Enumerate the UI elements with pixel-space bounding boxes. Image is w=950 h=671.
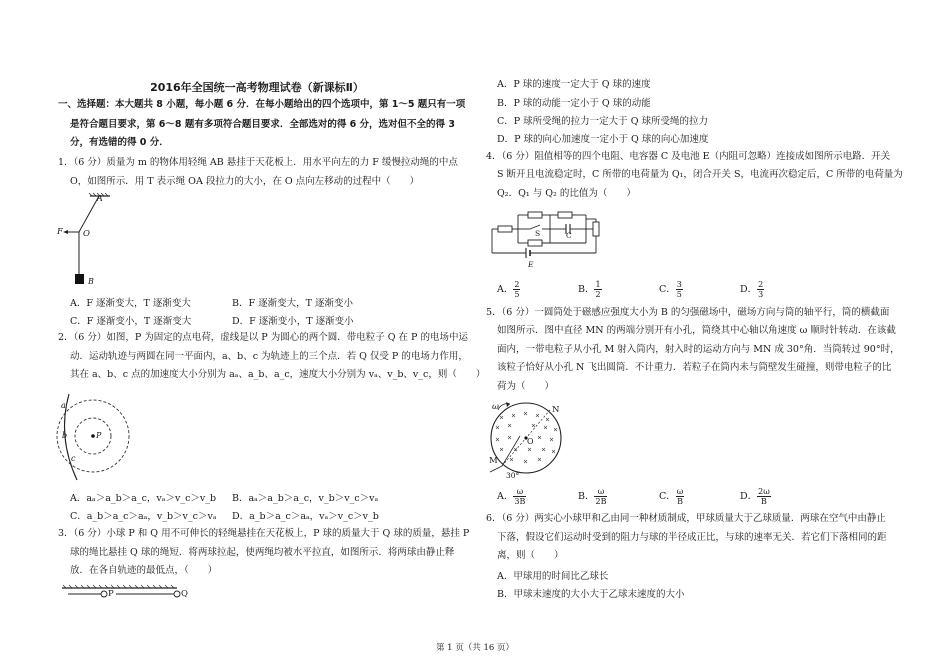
q4-option-b-numerator: 1 (595, 280, 601, 289)
q6-option-a: A．甲球用的时间比乙球长 (497, 571, 609, 582)
q4-line1: 4．（6 分）阻值相等的四个电阻、电容器 C 及电池 E（内阻可忽略）连接成如图所示电路．开关 (486, 151, 891, 162)
q4-option-b-denominator: 2 (595, 290, 601, 299)
q5-option-b (578, 487, 607, 506)
q5-option-c (659, 487, 684, 506)
q4-option-d (740, 280, 764, 299)
q5-option-a-denominator: 3B (514, 497, 526, 506)
q5-option-a-numerator: ω (513, 487, 526, 497)
q3-option-b: B．P 球的动能一定小于 Q 球的动能 (497, 98, 651, 109)
q1-figure (55, 190, 115, 290)
q5-option-a (497, 487, 526, 506)
section-heading-line1: 一、选择题：本大题共 8 小题，每小题 6 分．在每小题给出的四个选项中，第 1～5 题只有一项 (58, 99, 466, 110)
q4-line2: S 断开且电流稳定时，C 所带的电荷量为 Q₁，闭合开关 S，电流再次稳定后，C 所带的电荷量为 (497, 169, 903, 180)
q1-option-a: A．F 逐渐变大，T 逐渐变大 (70, 298, 191, 309)
q4-line3: Q₂．Q₁ 与 Q₂ 的比值为（ ） (497, 188, 636, 199)
q5-option-d (740, 487, 771, 506)
q4-option-a-denominator: 5 (514, 290, 520, 299)
q1-label-B: B (88, 277, 94, 286)
q5-option-d-label: D． (740, 491, 758, 502)
q5-option-b-label: B． (578, 491, 595, 502)
q3-line2: 球的绳比悬挂 Q 球的绳短．将两球拉起，使两绳均被水平拉直，如图所示．将两球由静止释 (70, 547, 455, 558)
q1-line2: O，如图所示．用 T 表示绳 OA 段拉力的大小，在 O 点向左移动的过程中（ ） (70, 176, 420, 187)
q5-option-b-numerator: ω (594, 487, 607, 497)
q4-option-c (659, 280, 683, 299)
q1-option-d: D．F 逐渐变小，T 逐渐变小 (232, 316, 354, 327)
q5-line2: 如图所示．图中直径 MN 的两端分别开有小孔，筒绕其中心轴以角速度 ω 顺时针转动．在该截 (497, 325, 896, 336)
q5-option-a-label: A． (497, 491, 514, 502)
q1-label-O: O (83, 229, 90, 239)
q2-option-a: A．aₐ＞a_b＞a_c，vₐ＞v_c＞v_b (70, 493, 217, 504)
q1-label-A: A (97, 194, 103, 203)
q3-figure (62, 584, 182, 604)
q6-line2: 下落，假设它们运动时受到的阻力与球的半径成正比，与球的速率无关．若它们下落相同的距 (497, 532, 887, 543)
q1-option-c: C．F 逐渐变小，T 逐渐变大 (70, 316, 192, 327)
q5-label-M: M (489, 456, 498, 466)
q2-label-c: c (71, 454, 76, 463)
q6-line1: 6．（6 分）两实心小球甲和乙由同一种材质制成，甲球质量大于乙球质量．两球在空气中由静止 (486, 513, 886, 524)
q4-option-c-denominator: 5 (676, 290, 682, 299)
q5-option-d-numerator: 2ω (758, 487, 770, 496)
q2-line1: 2．（6 分）如图，P 为固定的点电荷，虚线是以 P 为圆心的两个圆．带电粒子 Q 在 P 的电场中运 (58, 332, 468, 343)
q1-label-F: F (57, 227, 63, 237)
section-heading-line2: 是符合题目要求，第 6～8 题有多项符合题目要求．全部选对的得 6 分，选对但不全的得 3 (70, 119, 455, 130)
q4-option-d-label: D． (740, 284, 758, 295)
q3-option-a: A．P 球的速度一定大于 Q 球的速度 (497, 79, 651, 90)
q5-option-b-denominator: 2B (595, 497, 607, 506)
q4-label-S: S (535, 229, 541, 238)
q3-option-c: C．P 球所受绳的拉力一定大于 Q 球所受绳的拉力 (497, 116, 709, 127)
q3-line1: 3．（6 分）小球 P 和 Q 用不可伸长的轻绳悬挂在天花板上，P 球的质量大于 Q 球的质量，悬挂 P (58, 528, 470, 539)
section-heading-line3: 分，有选错的得 0 分． (70, 137, 169, 148)
q6-line3: 离，则（ ） (497, 550, 564, 561)
paper-title: 2016年全国统一高考物理试卷（新课标Ⅱ） (150, 81, 364, 94)
q4-option-b (578, 280, 602, 299)
q4-option-a-numerator: 2 (514, 280, 520, 289)
page-footer: 第 1 页（共 16 页） (435, 643, 515, 653)
q2-label-P: P (96, 431, 102, 440)
q3-option-d: D．P 球的向心加速度一定小于 Q 球的向心加速度 (497, 134, 709, 145)
q2-label-a: a (61, 401, 66, 410)
q4-option-b-label: B． (578, 284, 595, 295)
q4-label-E: E (528, 260, 534, 269)
q5-label-O: O (527, 437, 534, 446)
q2-line3: 其在 a、b、c 点的加速度大小分别为 aₐ、a_b、a_c，速度大小分别为 vₐ、v_b、v_c，则（ ） (70, 369, 486, 380)
q5-option-c-label: C． (659, 491, 676, 502)
q4-circuit (486, 205, 606, 275)
q2-option-c: C．a_b＞a_c＞aₐ，v_b＞v_c＞vₐ (70, 511, 217, 522)
q4-option-c-label: C． (659, 284, 676, 295)
q2-option-b: B．aₐ＞a_b＞a_c，v_b＞v_c＞vₐ (232, 493, 379, 504)
q4-option-a (497, 280, 520, 299)
q4-label-C: C (566, 231, 572, 240)
q5-label-omega: ω (492, 402, 499, 412)
q5-line5: 荷为（ ） (497, 381, 555, 392)
q4-option-a-label: A． (497, 284, 514, 295)
q5-option-c-denominator: B (677, 497, 683, 506)
q1-line1: 1．（6 分）质量为 m 的物体用轻绳 AB 悬挂于天花板上．用水平向左的力 F 缓慢拉动绳的中点 (58, 157, 458, 168)
q5-option-c-numerator: ω (676, 487, 684, 496)
q5-line1: 5．（6 分）一圆筒处于磁感应强度大小为 B 的匀强磁场中，磁场方向与筒的轴平行，筒的横截面 (486, 307, 890, 318)
q5-line3: 面内，一带电粒子从小孔 M 射入筒内，射入时的运动方向与 MN 成 30°角．当筒转过 90°时， (497, 344, 900, 355)
q5-option-d-denominator: B (760, 497, 767, 506)
q4-option-d-denominator: 3 (758, 290, 764, 299)
q2-label-b: b (62, 431, 68, 440)
q4-option-d-numerator: 2 (758, 280, 764, 289)
q4-option-c-numerator: 3 (676, 280, 682, 289)
q3-label-Q: Q (181, 589, 188, 599)
q6-option-b: B．甲球末速度的大小大于乙球末速度的大小 (497, 589, 685, 600)
q5-line4: 该粒子恰好从小孔 N 飞出圆筒．不计重力．若粒子在筒内未与筒壁发生碰撞，则带电粒子的比 (497, 362, 892, 373)
q5-label-angle: 30° (506, 471, 520, 480)
q3-line3: 放．在各自轨迹的最低点，（ ） (70, 565, 218, 576)
q2-line2: 动．运动轨迹与两圆在同一平面内，a、b、c 为轨迹上的三个点．若 Q 仅受 P 的电场力作用， (70, 351, 468, 362)
q5-label-N: N (552, 405, 560, 415)
q1-option-b: B．F 逐渐变大，T 逐渐变小 (232, 298, 353, 309)
q3-label-P: P (108, 589, 114, 599)
q2-option-d: D．a_b＞a_c＞aₐ，vₐ＞v_c＞v_b (232, 511, 379, 522)
